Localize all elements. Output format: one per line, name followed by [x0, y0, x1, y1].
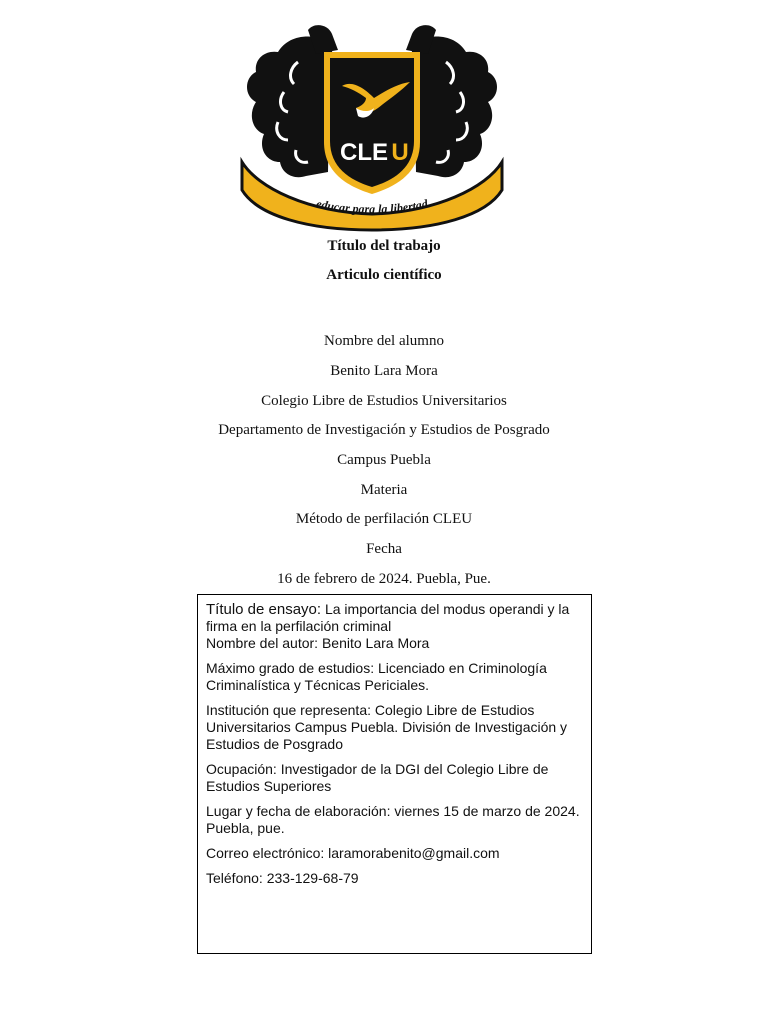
place-date-line: Lugar y fecha de elaboración: viernes 15 de marzo de 2024. Puebla, pue.	[206, 803, 580, 836]
svg-text:CLE: CLE	[340, 139, 388, 166]
email-line: Correo electrónico: laramorabenito@gmail.com	[206, 845, 500, 861]
svg-text:educar para la libertad: educar para la libertad	[314, 196, 430, 217]
institution-line: Institución que representa: Colegio Libre de Estudios Universitarios Campus Puebla. División de Investigación y Estudios de Posgrado	[206, 702, 568, 752]
phone-line: Teléfono: 233-129-68-79	[206, 870, 359, 886]
essay-info-box	[197, 594, 592, 954]
author-line: Nombre del autor: Benito Lara Mora	[206, 635, 430, 651]
svg-text:U: U	[391, 139, 409, 166]
degree-line: Máximo grado de estudios: Licenciado en Criminología Criminalística y Técnicas Periciales.	[206, 660, 547, 693]
date-value: 16 de febrero de 2024. Puebla, Pue.	[277, 571, 491, 587]
department-name: Departamento de Investigación y Estudios de Posgrado	[218, 422, 550, 438]
title-label: Título del trabajo	[327, 238, 441, 254]
institution-name: Colegio Libre de Estudios Universitarios	[261, 393, 507, 409]
essay-title-text: La importancia del modus operandi y la firma en la perfilación criminal	[206, 601, 570, 634]
date-label: Fecha	[366, 541, 402, 557]
campus-name: Campus Puebla	[337, 452, 431, 468]
subject-value: Método de perfilación CLEU	[295, 511, 473, 527]
student-label: Nombre del alumno	[324, 333, 444, 349]
title-value: Articulo científico	[326, 267, 442, 283]
subject-label: Materia	[360, 482, 408, 498]
essay-title	[206, 601, 581, 635]
student-name: Benito Lara Mora	[330, 363, 438, 379]
cleu-crest-icon	[238, 22, 506, 232]
occupation-line: Ocupación: Investigador de la DGI del Colegio Libre de Estudios Superiores	[206, 761, 549, 794]
essay-title-label: Título de ensayo:	[206, 601, 322, 618]
